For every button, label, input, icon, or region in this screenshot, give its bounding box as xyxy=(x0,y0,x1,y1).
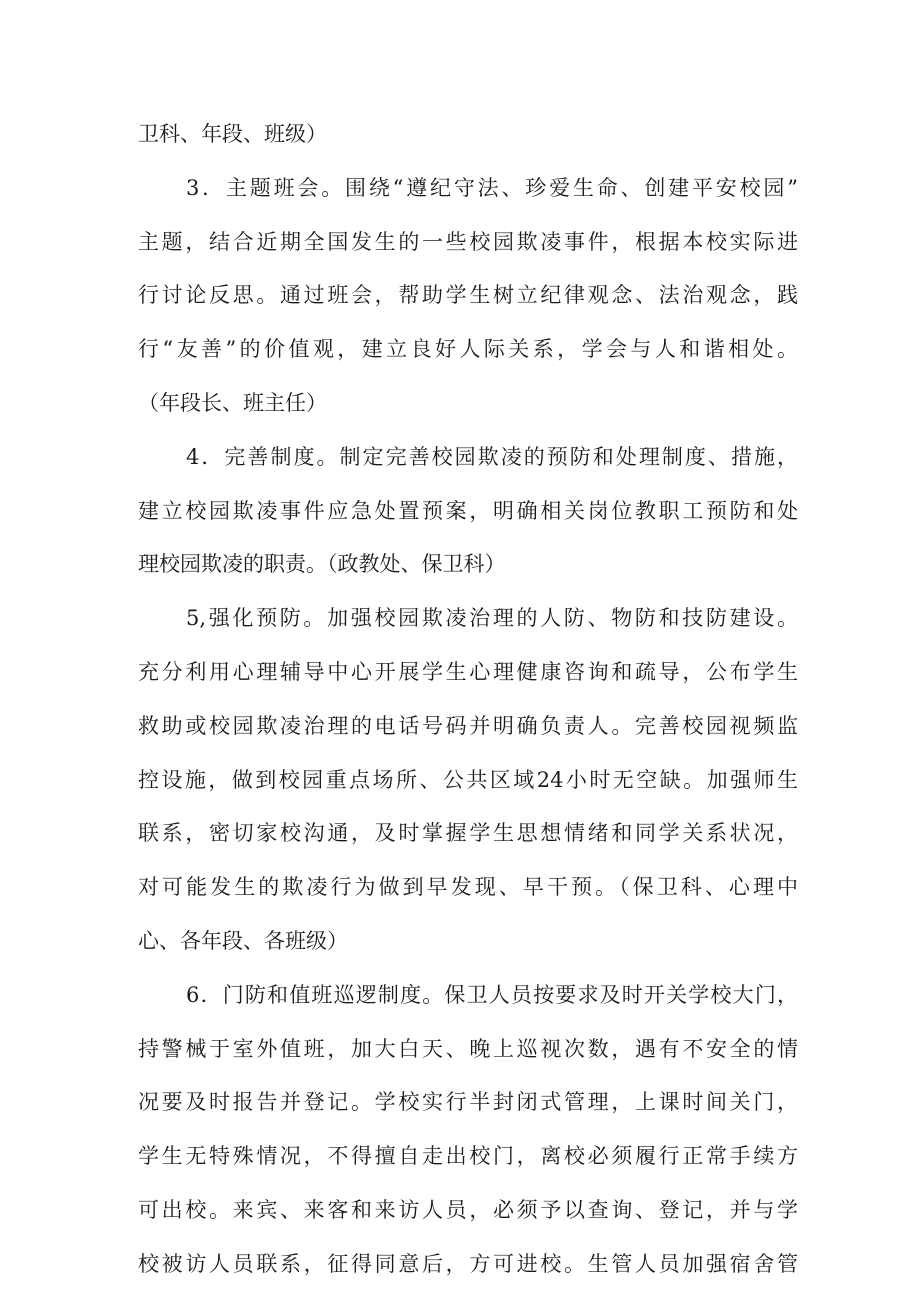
paragraph-line: 心、各年段、各班级） xyxy=(138,928,348,953)
paragraph-line: 校被访人员联系，征得同意后，方可进校。生管人员加强宿舍管 xyxy=(138,1251,798,1276)
document-body xyxy=(138,108,798,1292)
paragraph-line: 可出校。来宾、来客和来访人员，必须予以查询、登记，并与学 xyxy=(138,1197,798,1222)
paragraph-line: 建立校园欺凌事件应急处置预案，明确相关岗位教职工预防和处 xyxy=(138,498,798,523)
paragraph-line: 5,强化预防。加强校园欺凌治理的人防、物防和技防建设。 xyxy=(186,606,798,631)
paragraph-line: 6．门防和值班巡逻制度。保卫人员按要求及时开关学校大门， xyxy=(186,982,798,1007)
paragraph-line: 主题，结合近期全国发生的一些校园欺凌事件，根据本校实际进 xyxy=(138,229,798,254)
paragraph-line: 3．主题班会。围绕“遵纪守法、珍爱生命、创建平安校园” xyxy=(186,175,798,200)
paragraph-line: （年段长、班主任） xyxy=(138,390,327,415)
paragraph-line: 行讨论反思。通过班会，帮助学生树立纪律观念、法治观念，践 xyxy=(138,283,798,308)
paragraph-line: 卫科、年段、班级） xyxy=(138,122,327,146)
paragraph-line: 持警械于室外值班，加大白天、晚上巡视次数，遇有不安全的情 xyxy=(138,1036,798,1061)
paragraph-line: 行“友善”的价值观，建立良好人际关系，学会与人和谐相处。 xyxy=(138,337,798,362)
paragraph-line: 联系，密切家校沟通，及时掌握学生思想情绪和同学关系状况， xyxy=(138,821,798,846)
paragraph-line: 况要及时报告并登记。学校实行半封闭式管理，上课时间关门， xyxy=(138,1090,798,1115)
paragraph-line: 对可能发生的欺凌行为做到早发现、早干预。（保卫科、心理中 xyxy=(138,875,798,900)
paragraph-line: 学生无特殊情况，不得擅自走出校门，离校必须履行正常手续方 xyxy=(138,1144,798,1169)
paragraph-line: 控设施，做到校园重点场所、公共区域24小时无空缺。加强师生 xyxy=(138,767,798,792)
paragraph-line: 理校园欺凌的职责。（政教处、保卫科） xyxy=(138,552,506,577)
paragraph-line: 救助或校园欺凌治理的电话号码并明确负责人。完善校园视频监 xyxy=(138,713,798,738)
paragraph-line: 4．完善制度。制定完善校园欺凌的预防和处理制度、措施， xyxy=(186,444,798,469)
paragraph-line: 充分利用心理辅导中心开展学生心理健康咨询和疏导，公布学生 xyxy=(138,659,798,684)
